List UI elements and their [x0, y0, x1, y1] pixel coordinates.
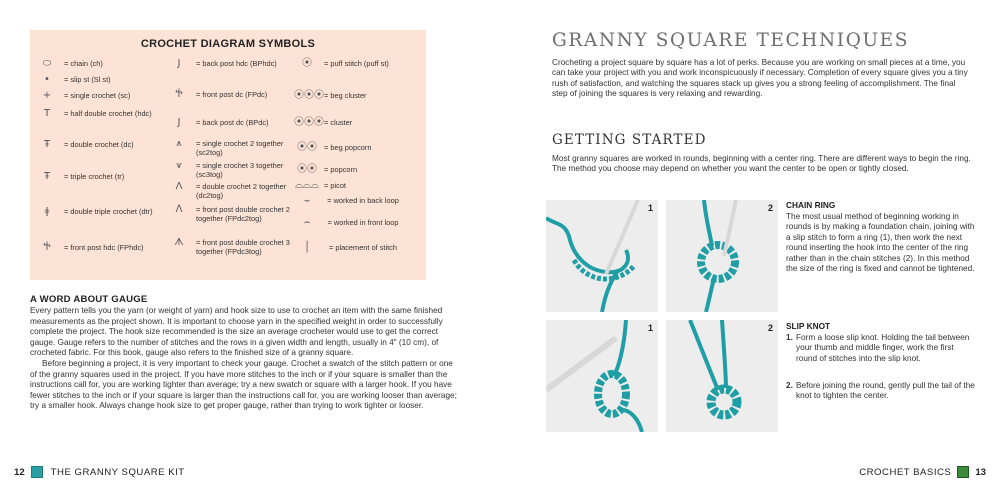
- symbol-label: = beg cluster: [324, 91, 367, 100]
- symbol-label: = worked in back loop: [327, 196, 399, 205]
- fpdc3tog-symbol-icon: ᗑ: [174, 237, 184, 248]
- section-title-footer: CROCHET BASICS: [859, 466, 952, 478]
- granny-square-footer-icon: [31, 466, 43, 478]
- fpdc2tog-symbol-icon: ᐱ: [175, 204, 183, 215]
- right-page: [500, 0, 1000, 500]
- crochet-symbols-box: [30, 30, 426, 280]
- chain-symbol-icon: ⬭: [42, 58, 52, 69]
- symbol-label: = popcorn: [324, 165, 358, 174]
- symbol-label: = single crochet (sc): [64, 91, 131, 100]
- symbol-label: = half double crochet (hdc): [64, 109, 152, 118]
- beg-popcorn-symbol-icon: ⦿⦿: [297, 142, 317, 153]
- symbol-label: = single crochet 2 together (sc2tog): [196, 139, 284, 157]
- symbol-label: = cluster: [324, 118, 353, 127]
- granny-square-footer-icon: [957, 466, 969, 478]
- chain-ring-text: The most usual method of beginning working in rounds is by making a foundation chain, joining with a slip stitch to form a ring (1), then work the next round inserting the hook into the center of the ring rather than in the chain stitches (2). In this method the size of the ring is fixed and cannot be tightened.: [786, 212, 975, 274]
- symbol-label: = back post dc (BPdc): [196, 118, 269, 127]
- symbol-label: = picot: [324, 181, 346, 190]
- yarn-chain-illustration: [546, 200, 658, 312]
- symbol-label: = single crochet 3 together (sc3tog): [196, 161, 284, 179]
- beg-cluster-symbol-icon: ⦿⦿⦿: [294, 90, 324, 101]
- photo-number: 2: [767, 323, 773, 333]
- symbol-label: = front post dc (FPdc): [196, 90, 268, 99]
- back-post-hdc-symbol-icon: Ј: [177, 58, 181, 69]
- book-title-footer: THE GRANNY SQUARE KIT: [50, 466, 185, 478]
- page-number-left: 12: [14, 466, 25, 478]
- slip-stitch-symbol-icon: •: [44, 74, 50, 85]
- back-loop-symbol-icon: ⌣: [303, 195, 311, 206]
- picot-symbol-icon: ⌓⌓⌓: [295, 180, 319, 191]
- symbol-label: = front post hdc (FPhdc): [64, 243, 144, 252]
- double-triple-crochet-symbol-icon: ǂ: [44, 206, 50, 217]
- symbols-title: CROCHET DIAGRAM SYMBOLS: [140, 38, 316, 50]
- single-crochet-symbol-icon: +: [42, 90, 52, 101]
- slip-knot-photo-2: [666, 320, 778, 432]
- symbol-label: = worked in front loop: [327, 218, 399, 227]
- step-text: Form a loose slip knot. Holding the tail between your thumb and middle finger, work the first round of stitches into the slip knot.: [796, 333, 970, 363]
- symbol-label: = double crochet (dc): [64, 140, 134, 149]
- right-footer: [859, 466, 986, 478]
- symbol-label: = placement of stitch: [329, 243, 397, 252]
- puff-stitch-symbol-icon: ⦿: [302, 58, 312, 69]
- dc2tog-symbol-icon: Λ: [175, 181, 183, 192]
- slip-knot-step-1: [786, 333, 976, 364]
- tightened-ring-illustration: [666, 320, 778, 432]
- slip-knot-illustration: [546, 320, 658, 432]
- yarn-ring-illustration: [666, 200, 778, 312]
- photo-number: 2: [767, 203, 773, 213]
- photo-number: 1: [647, 203, 653, 213]
- getting-started-paragraph: Most granny squares are worked in rounds, beginning with a center ring. There are different ways to begin the ring. The method you choose may depend on whether you want the center to be open or tightly closed.: [552, 154, 971, 174]
- intro-paragraph: Crocheting a project square by square has a lot of perks. Because you are working on small pieces at a time, you can take your project with you and work inconspicuously if necessary. Completion of every square gives you a tiny rush of satisfaction, and watching the squares stack up gives you a strong feeling of accomplishment. The final step of joining the squares is very relaxing and rewarding.: [552, 58, 968, 99]
- slip-knot-heading: SLIP KNOT: [786, 321, 831, 331]
- chain-ring-heading: CHAIN RING: [786, 200, 836, 210]
- chain-ring-photo-2: [666, 200, 778, 312]
- step-text: Before joining the round, gently pull the tail of the knot to tighten the center.: [796, 381, 975, 401]
- gauge-heading: A WORD ABOUT GAUGE: [30, 294, 148, 305]
- back-post-dc-symbol-icon: Ј: [177, 117, 181, 128]
- symbol-label: = double triple crochet (dtr): [64, 207, 153, 216]
- step-number: 1.: [786, 333, 793, 342]
- symbol-label: = back post hdc (BPhdc): [196, 59, 277, 68]
- front-post-dc-symbol-icon: Ⴕ: [175, 89, 183, 100]
- page-number-right: 13: [975, 466, 986, 478]
- symbol-label: = puff stitch (puff st): [324, 59, 389, 68]
- symbol-label: = front post double crochet 2 together (FPdc2tog): [196, 205, 290, 223]
- front-loop-symbol-icon: ⌢: [303, 217, 311, 228]
- symbol-label: = slip st (Sl st): [64, 75, 111, 84]
- sc3tog-symbol-icon: ⩛: [176, 160, 182, 171]
- cluster-symbol-icon: ⦿⦿⦿: [294, 117, 324, 128]
- left-footer: [14, 466, 185, 478]
- triple-crochet-symbol-icon: Ŧ: [43, 171, 51, 182]
- photo-number: 1: [647, 323, 653, 333]
- slip-knot-step-2: [786, 381, 976, 402]
- sc2tog-symbol-icon: ⩚: [176, 138, 182, 149]
- symbol-label: = front post double crochet 3 together (FPdc3tog): [196, 238, 290, 256]
- symbol-label: = chain (ch): [64, 59, 103, 68]
- gauge-paragraph-2: Before beginning a project, it is very important to check your gauge. Crochet a swatch of the stitch pattern or one of the granny squares used in the project. If you have more stitches to the inch or if your square is smaller than the instructions call for, you are working tighter than average; try a new swatch or square with a larger hook. If you have fewer stitches to the inch or if your square is larger than the instructions call for, you are working looser than average; try a smaller hook. Always change hook size to get proper gauge, rather than trying to work tighter or looser.: [30, 358, 457, 411]
- double-crochet-symbol-icon: Ŧ: [43, 139, 51, 150]
- half-double-crochet-symbol-icon: T: [43, 108, 51, 119]
- placement-symbol-icon: │: [303, 242, 311, 253]
- front-post-hdc-symbol-icon: Ⴕ: [43, 242, 51, 253]
- gauge-paragraph-1: Every pattern tells you the yarn (or weight of yarn) and hook size to use to crochet an item with the same finished measurements as the project shown. It is important to choose yarn in the specified weight in order to successfully complete the project. The hook size recommended is the size an average crocheter would use to get the correct gauge. Gauge refers to the number of stitches and the rows in a given width and length, usually in 4" (10 cm), of crocheted fabric. For this book, gauge also refers to the finished size of a granny square.: [30, 306, 443, 358]
- popcorn-symbol-icon: ⦿⦿: [297, 164, 317, 175]
- getting-started-heading: GETTING STARTED: [552, 132, 707, 148]
- symbol-label: = double crochet 2 together (dc2tog): [196, 182, 287, 200]
- page-title: GRANNY SQUARE TECHNIQUES: [552, 30, 910, 51]
- symbol-label: = triple crochet (tr): [64, 172, 125, 181]
- chain-ring-photo-1: [546, 200, 658, 312]
- gauge-body: [30, 306, 462, 412]
- step-number: 2.: [786, 381, 793, 390]
- symbol-label: = beg popcorn: [324, 143, 372, 152]
- slip-knot-photo-1: [546, 320, 658, 432]
